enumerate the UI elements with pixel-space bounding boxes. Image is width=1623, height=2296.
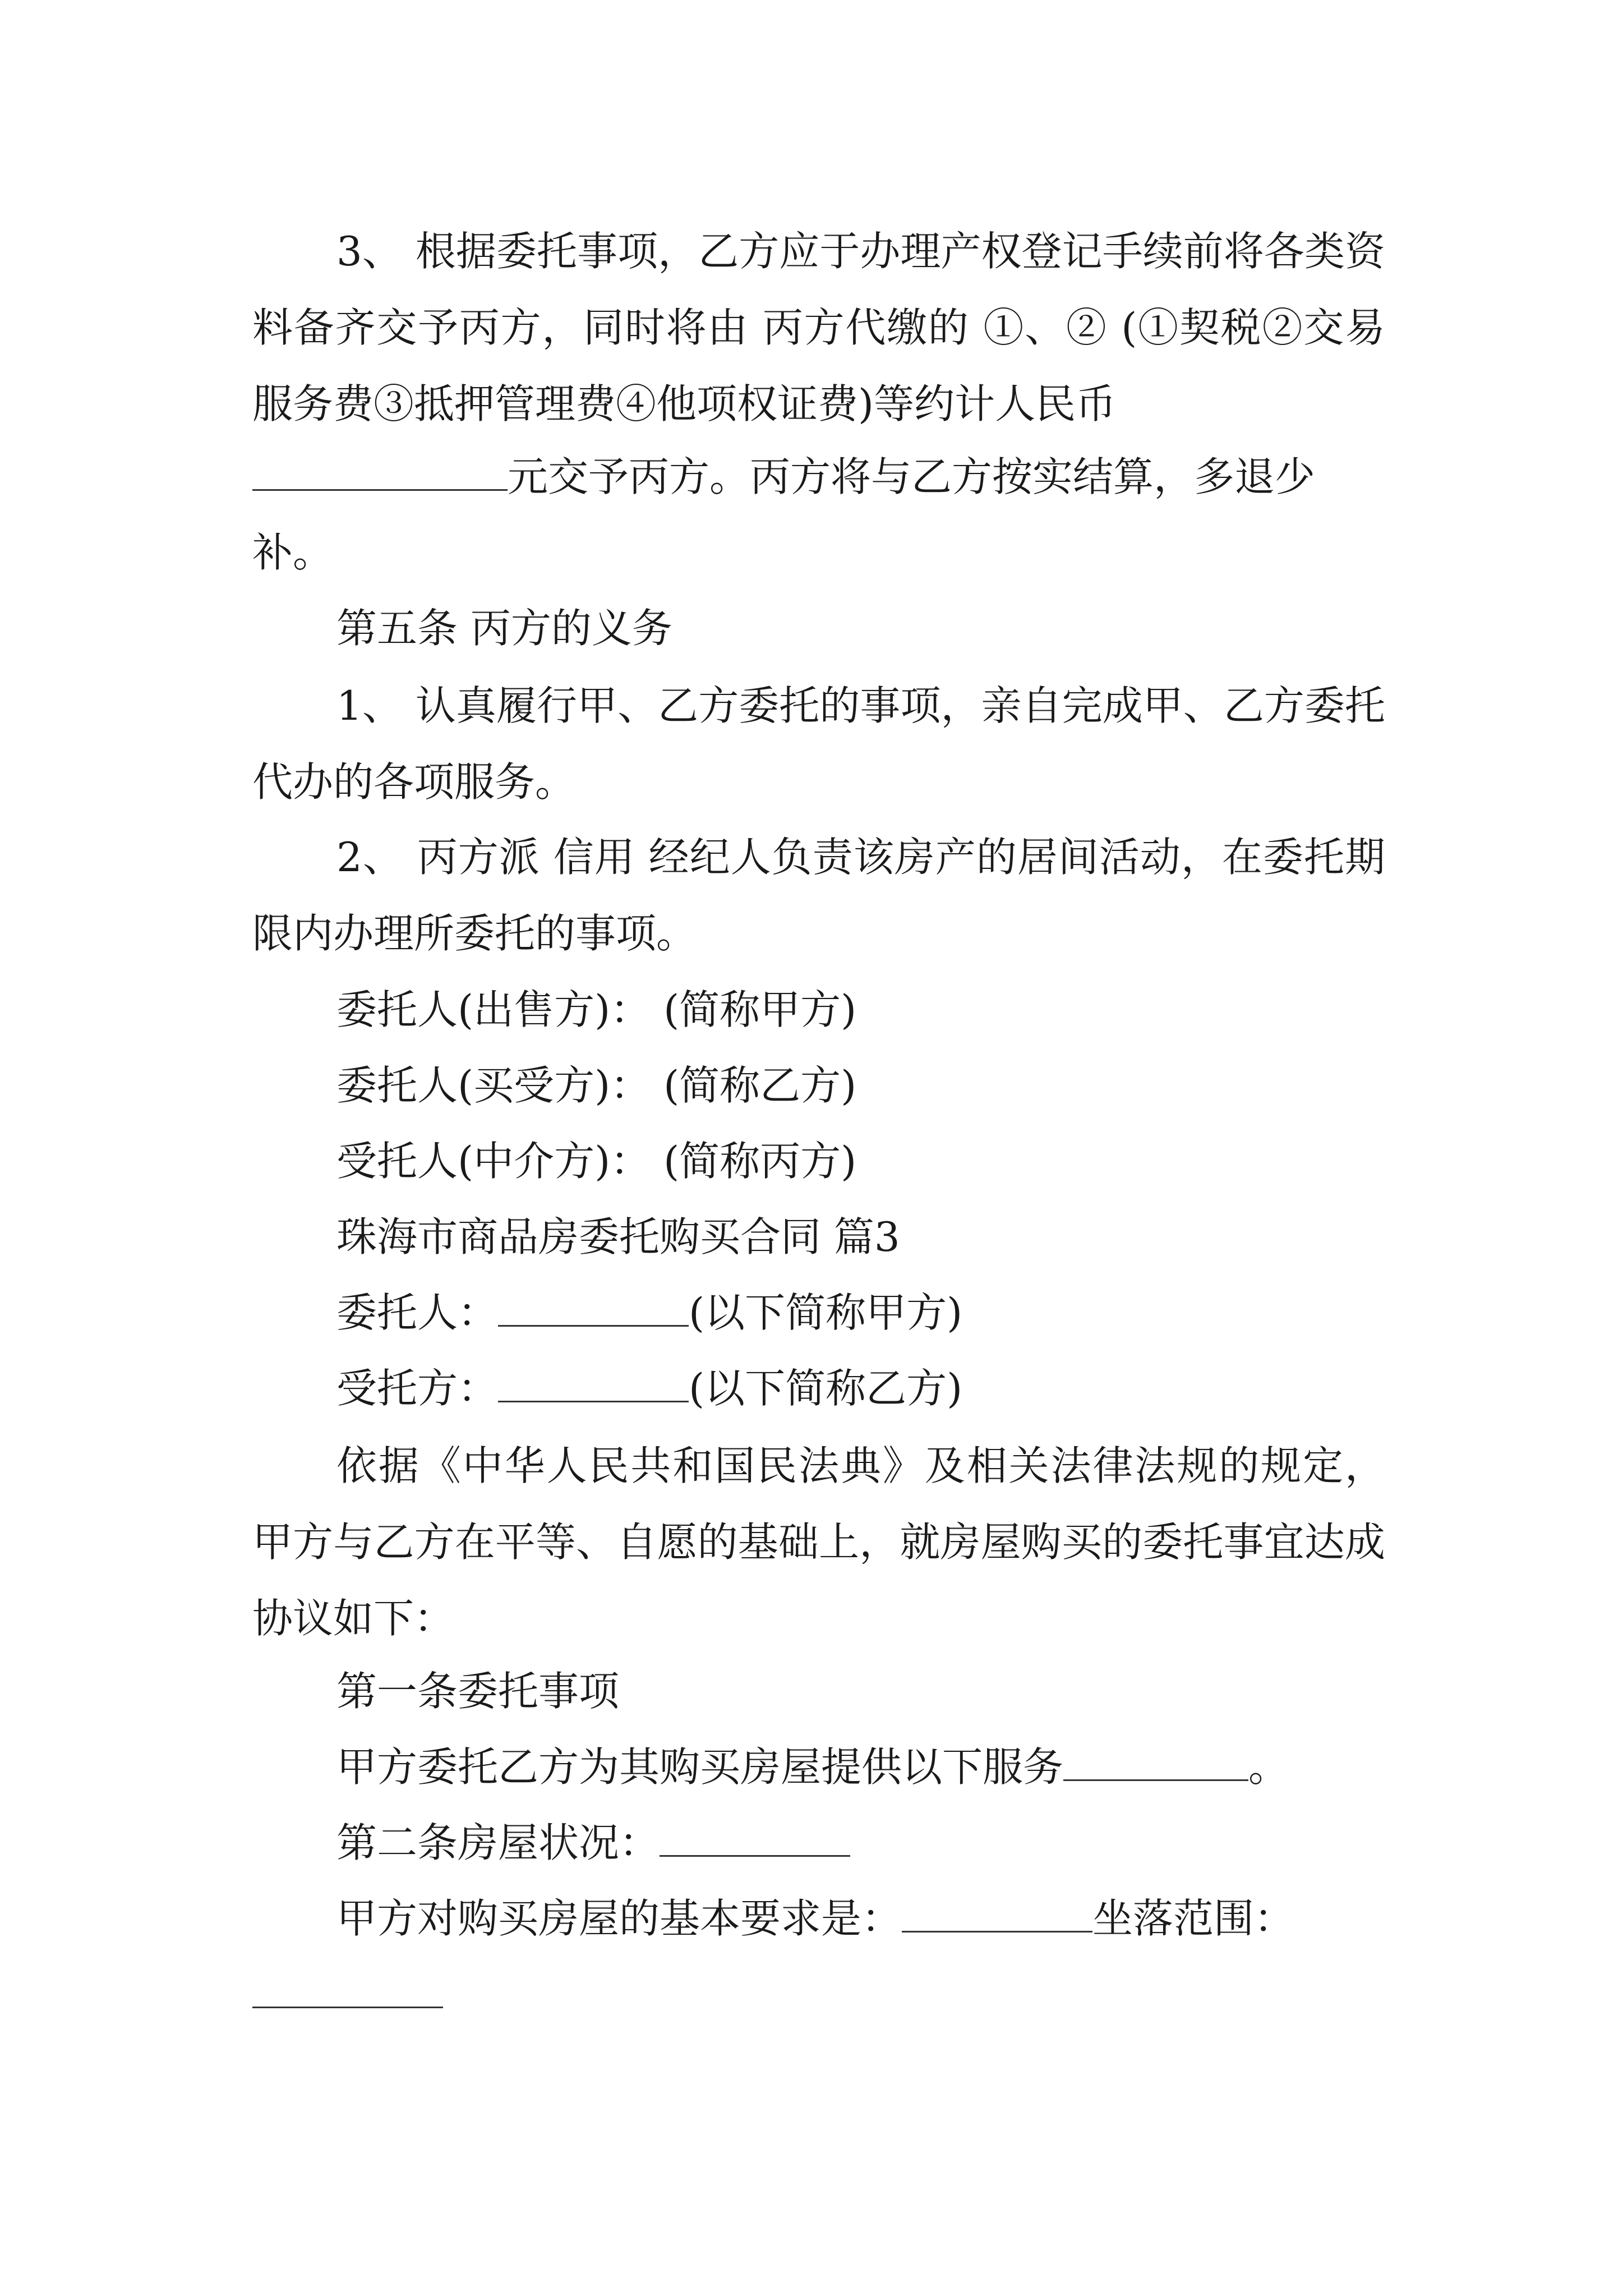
paragraph-text: 3、 根据委托事项，乙方应于办理产权登记手续前将各类资料备齐交予丙方，同时将由 丙方代缴的 ①、② (①契税②交易服务费③抵押管理费④他项权证费)等约计人民币 <box>252 228 1385 427</box>
location-blank <box>252 2006 443 2008</box>
paragraph-text: 依据《中华人民共和国民法典》及相关法律法规的规定，甲方与乙方在平等、自愿的基础上，就房屋购买的委托事宜达成协议如下： <box>252 1442 1385 1642</box>
seller-text: 委托人(出售方)： (简称甲方) <box>336 986 857 1033</box>
paragraph-text: 甲方委托乙方为其购买房屋提供以下服务 <box>336 1743 1064 1791</box>
principal-line <box>336 1285 962 1341</box>
article-1-line <box>336 1739 1289 1795</box>
paragraph-text: 2、 丙方派 信用 经纪人负责该房产的居间活动，在委托期限内办理所委托的事项。 <box>252 834 1385 957</box>
article-2-line <box>336 1815 850 1871</box>
paragraph-text: 。 <box>1248 1743 1289 1791</box>
buyer-line <box>336 1057 856 1114</box>
requirement-blank <box>902 1930 1092 1932</box>
basis-paragraph <box>252 1428 1385 1657</box>
buyer-text: 委托人(买受方)： (简称乙方) <box>336 1062 857 1109</box>
article-1-heading <box>336 1663 619 1719</box>
principal-blank <box>498 1324 689 1327</box>
title-text: 珠海市商品房委托购买合同 篇3 <box>336 1213 900 1260</box>
seller-line <box>336 982 856 1038</box>
label-text: (以下简称甲方) <box>689 1289 963 1336</box>
agent-line <box>336 1133 856 1189</box>
trustee-line <box>336 1360 962 1416</box>
paragraph-item-3 <box>252 213 1385 442</box>
paragraph-text: 甲方对购买房屋的基本要求是： <box>336 1895 902 1942</box>
paragraph-text: 第二条房屋状况： <box>336 1819 660 1866</box>
article-5-item-2 <box>252 819 1385 972</box>
location-blank-line <box>252 1966 443 2022</box>
paragraph-text: 坐落范围： <box>1092 1895 1295 1942</box>
paragraph-continuation <box>252 449 1315 505</box>
paragraph-text: 元交予丙方。丙方将与乙方按实结算，多退少 <box>508 453 1316 500</box>
amount-blank <box>252 489 508 491</box>
agent-text: 受托人(中介方)： (简称丙方) <box>336 1138 857 1185</box>
heading-text: 第一条委托事项 <box>336 1668 620 1715</box>
paragraph-text: 1、 认真履行甲、乙方委托的事项，亲自完成甲、乙方委托代办的各项服务。 <box>252 682 1385 806</box>
label-text: 受托方： <box>336 1365 499 1412</box>
paragraph-end <box>252 524 333 581</box>
house-status-blank <box>660 1855 850 1857</box>
trustee-blank <box>498 1400 689 1402</box>
article-5-heading <box>336 600 672 656</box>
paragraph-text: 补。 <box>252 529 334 576</box>
article-5-item-1 <box>252 668 1385 820</box>
requirements-line <box>336 1890 1294 1947</box>
contract-title <box>336 1209 900 1265</box>
label-text: (以下简称乙方) <box>689 1365 963 1412</box>
heading-text: 第五条 丙方的义务 <box>336 605 672 652</box>
service-blank <box>1063 1779 1248 1781</box>
label-text: 委托人： <box>336 1289 499 1336</box>
